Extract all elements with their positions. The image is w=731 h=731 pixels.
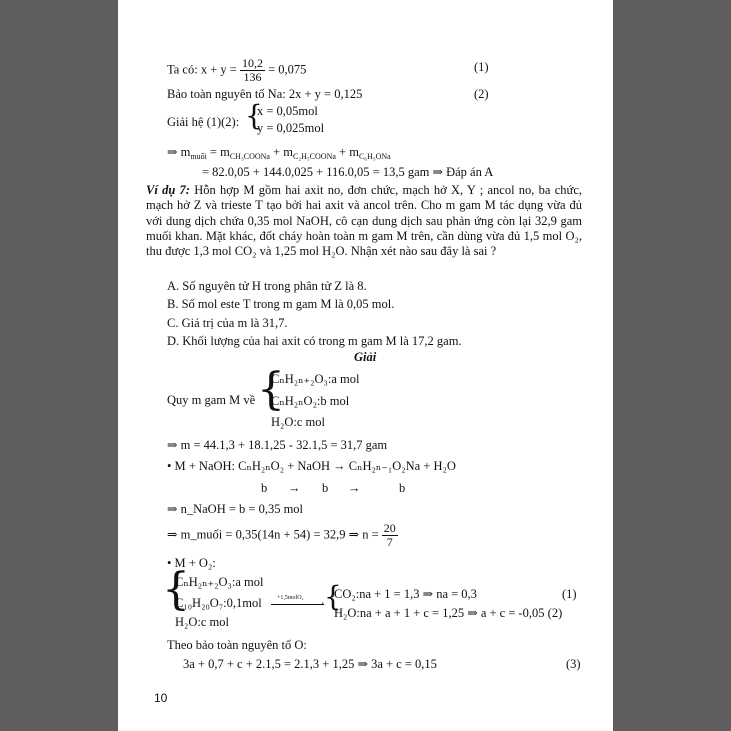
example-label: Ví dụ 7: bbox=[146, 183, 190, 197]
component-row: CₙH₂ₙ₊₂O₃:a mol bbox=[271, 372, 360, 386]
product-row: H₂O:na + a + 1 + c = 1,25 ⇒ a + c = -0,05 (2) bbox=[334, 606, 563, 620]
equation-tag: (3) bbox=[566, 657, 581, 671]
reactant-row: CₙH₂ₙ₊₂O₃:a mol bbox=[175, 575, 264, 589]
left-margin-band bbox=[0, 0, 118, 731]
equation-tag: (1) bbox=[562, 587, 577, 601]
brace: { bbox=[162, 564, 190, 615]
option-b: B. Số mol este T trong m gam M là 0,05 mol. bbox=[167, 297, 395, 311]
reactant-row: C₁₀H₂₀O₇:0,1mol bbox=[175, 596, 262, 610]
example-7-paragraph bbox=[146, 183, 582, 259]
component-row: H₂O:c mol bbox=[271, 415, 326, 429]
brace: { bbox=[324, 580, 342, 613]
reaction-arrow bbox=[271, 604, 324, 605]
result-line: = 82.0,05 + 144.0,025 + 116.0,05 = 13,5 gam ⇒ Đáp án A bbox=[202, 165, 494, 179]
o2-reaction-label: • M + O₂: bbox=[167, 556, 216, 570]
equation-line-1: Ta có: x + y = $\frac{10,2}{136}$ = 0,075 bbox=[167, 56, 307, 84]
option-a: A. Số nguyên tử H trong phân tử Z là 8. bbox=[167, 279, 367, 293]
component-row: CₙH₂ₙO₂:b mol bbox=[271, 394, 350, 408]
mass-salt-line: ⇒ $m_{muối} = m_{CH_3COONa} + m_{C_2H_5COONa} + m_{C_6H_5ONa}$ bbox=[167, 145, 391, 161]
mass-salt-eq-line: ⇒ m_muối = 0,35(14n + 54) = 32,9 ⇒ n = $\frac{20}{7}$ bbox=[167, 521, 396, 549]
mass-m-line: ⇒ m = 44.1,3 + 18.1,25 - 32.1,5 = 31,7 gam bbox=[167, 438, 388, 452]
mole-b: b bbox=[261, 481, 268, 495]
system-row: x = 0,05mol bbox=[257, 104, 318, 118]
option-c: C. Giá trị của m là 31,7. bbox=[167, 316, 288, 330]
document-page bbox=[118, 0, 613, 731]
o-balance-equation: 3a + 0,7 + c + 2.1,5 = 2.1,3 + 1,25 ⇒ 3a + c = 0,15 bbox=[183, 657, 437, 671]
naoh-reaction-line: • M + NaOH: CₙH₂ₙO₂ + NaOH → CₙH₂ₙ₋₁O₂Na + H₂O bbox=[167, 459, 456, 473]
solution-heading: Giải bbox=[354, 350, 377, 364]
solve-system-label: Giải hệ (1)(2): bbox=[167, 115, 240, 129]
reactant-row: H₂O:c mol bbox=[175, 615, 230, 629]
arrow: → bbox=[288, 481, 301, 495]
mole-b: b bbox=[322, 481, 329, 495]
n-naoh-line: ⇒ n_NaOH = b = 0,35 mol bbox=[167, 502, 304, 516]
arrow: → bbox=[348, 481, 361, 495]
equation-tag: (2) bbox=[474, 87, 489, 101]
arrow-label: +1,5molO₂ bbox=[277, 595, 304, 601]
system-row: y = 0,025mol bbox=[257, 121, 325, 135]
brace: { bbox=[245, 99, 263, 132]
na-balance-line: Bảo toàn nguyên tố Na: 2x + y = 0,125 bbox=[167, 87, 363, 101]
arrow-head-icon: › bbox=[321, 598, 324, 608]
fraction: $\frac{10,2}{136}$ bbox=[241, 56, 263, 84]
option-d: D. Khối lượng của hai axit có trong m gam M là 17,2 gam. bbox=[167, 334, 462, 348]
fraction: $\frac{20}{7}$ bbox=[383, 521, 396, 549]
example-text: Hỗn hợp M gồm hai axit no, đơn chức, mạch hở X, Y ; ancol no, ba chức, mạch hở Z và trieste T tạo bởi hai axit và ancol trên. Cho m gam M tác dụng vừa đủ với dung dịch chứa 0,35 mol NaOH, cô cạn dung dịch sau phản ứng còn lại 32,9 gam muối khan. Mặt khác, đốt cháy hoàn toàn m gam M trên, cần dùng vừa đủ 1,5 mol O₂, thu được 1,3 mol CO₂ và 1,25 mol H₂O. Nhận xét nào sau đây là sai ? bbox=[146, 183, 582, 259]
o-balance-label: Theo bảo toàn nguyên tố O: bbox=[167, 638, 307, 652]
equation-tag: (1) bbox=[474, 60, 489, 74]
brace: { bbox=[257, 364, 285, 415]
right-margin-band bbox=[613, 0, 731, 731]
mole-b: b bbox=[399, 481, 406, 495]
product-row: CO₂:na + 1 = 1,3 ⇒ na = 0,3 bbox=[334, 587, 477, 601]
convert-label: Quy m gam M về bbox=[167, 393, 256, 407]
page-number: 10 bbox=[154, 691, 168, 705]
